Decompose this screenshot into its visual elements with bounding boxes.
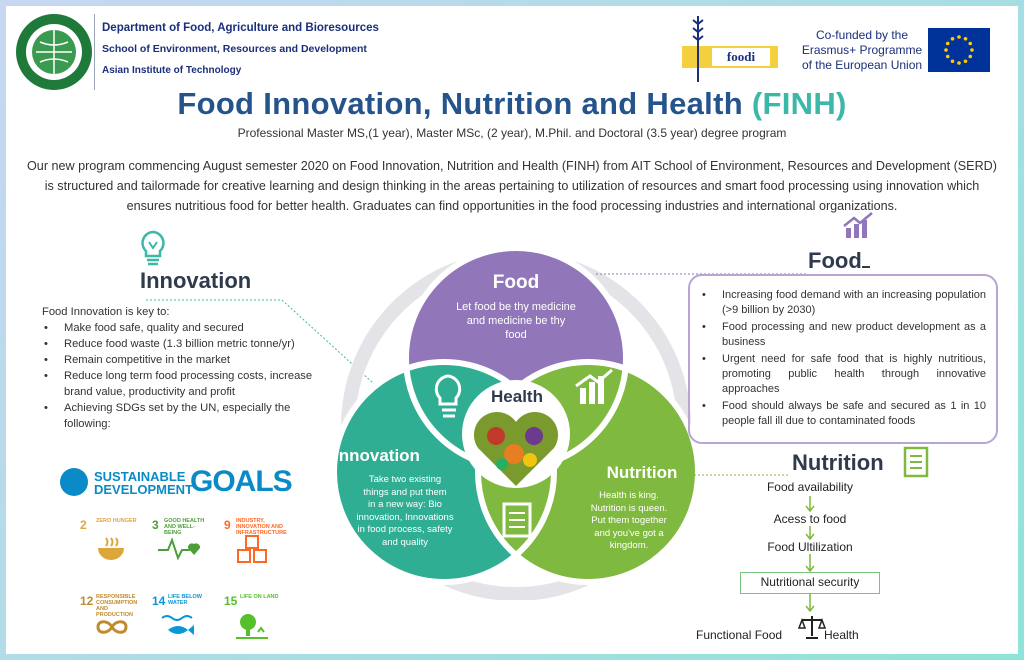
list-item: • Reduce food waste (1.3 billion metric tonne/yr): [42, 336, 332, 352]
venn-innovation-line: in a new way: Bio: [368, 499, 442, 510]
cofund-line-2: Erasmus+ Programme: [801, 43, 923, 57]
venn-health-title: Health: [491, 387, 543, 406]
heartbeat-icon: [158, 536, 202, 560]
venn-nutrition-text: [574, 490, 684, 553]
flow-nutritional-security: Nutritional security: [740, 572, 880, 594]
sdg-num: 3: [152, 518, 159, 532]
school-name: School of Environment, Resources and Development: [102, 43, 367, 55]
infinity-icon: [94, 616, 130, 638]
chart-up-icon: [842, 212, 876, 240]
sdg-text: INDUSTRY, INNOVATION AND INFRASTRUCTURE: [236, 518, 287, 536]
innovation-heading: Innovation: [140, 268, 252, 293]
innovation-list: [42, 320, 332, 432]
eu-star-icon: [951, 59, 955, 63]
foodi-logo: [676, 10, 786, 90]
ait-seal-logo: [14, 12, 94, 92]
sdg-text: GOOD HEALTH AND WELL-BEING: [164, 518, 205, 536]
sdg-text: RESPONSIBLE CONSUMPTION AND PRODUCTION: [96, 594, 138, 618]
lightbulb-icon: [136, 228, 170, 268]
innovation-list-block: [42, 304, 332, 432]
food-info-box: [688, 274, 998, 444]
sdg-tile-12: [80, 592, 142, 640]
nutrition-heading: Nutrition: [792, 450, 884, 475]
list-item: • Food processing and new product development as a business: [702, 320, 986, 350]
venn-nutrition-line: and you've got a: [594, 527, 664, 539]
eu-star-icon: [946, 55, 950, 59]
flow-health: Health: [824, 628, 859, 642]
sdg-line-1: SUSTAINABLE: [94, 469, 186, 484]
un-emblem-icon: [60, 468, 88, 496]
venn-innovation-title: Innovation: [334, 446, 420, 465]
title-main: Food Innovation, Nutrition and Health: [177, 86, 743, 121]
eu-star-icon: [957, 61, 961, 65]
sdg-num: 14: [152, 594, 166, 608]
venn-nutrition-line: Nutrition is queen.: [590, 502, 668, 514]
eu-star-icon: [964, 37, 968, 41]
nutrition-connector: [694, 470, 794, 480]
venn-food-line: food: [505, 329, 527, 341]
sdg-wordmark: [94, 470, 193, 496]
venn-innovation-line: in food process, safety: [357, 524, 453, 535]
venn-innovation-line: and quality: [382, 536, 428, 548]
venn-innovation-line: Take two existing: [368, 474, 442, 485]
venn-nutrition-line: Health is king.: [599, 490, 659, 501]
venn-nutrition-line: Put them together: [591, 515, 667, 526]
eu-star-icon: [970, 48, 974, 52]
sdg-num: 12: [80, 594, 94, 608]
sdg-line-2: DEVELOPMENT: [94, 482, 193, 497]
bowl-icon: [96, 536, 126, 562]
venn-food-line: Let food be thy medicine: [456, 301, 576, 313]
header-divider: [94, 14, 95, 90]
list-item: • Increasing food demand with an increasing population (>9 billion by 2030): [702, 288, 986, 318]
flow-food-availability: Food availability: [766, 480, 854, 494]
dept-name: Department of Food, Agriculture and Bioresources: [102, 22, 379, 34]
flow-access-to-food: Acess to food: [773, 512, 847, 526]
org-info: [102, 18, 432, 81]
intro-paragraph: Our new program commencing August semester 2020 on Food Innovation, Nutrition and Health (FINH) from AIT School of Environment, Resources and Development (SERD) is structured and tailormade for creative learning and design thinking in the areas pertaining to utilization of resources and smart food processing using innovation which ensures nutritious food for better health. Graduates can find opportunities in the food processing industries and international organizations.: [27, 159, 997, 213]
sdg-num: 15: [224, 594, 238, 608]
venn-food-text: [436, 300, 596, 342]
eu-star-icon: [968, 55, 972, 59]
fish-icon: [160, 612, 200, 640]
sdg-text: LIFE BELOW WATER: [168, 594, 202, 606]
eu-star-icon: [957, 35, 961, 39]
sdg-num: 2: [80, 518, 87, 532]
page-subtitle: Professional Master MS,(1 year), Master MSc, (2 year), M.Phil. and Doctoral (3.5 year) degree program: [237, 126, 787, 140]
cubes-icon: [234, 534, 270, 564]
cofund-line-1: Co-funded by the: [815, 28, 909, 42]
eu-star-icon: [944, 48, 948, 52]
flow-functional-food: Functional Food: [696, 628, 783, 642]
eu-flag-icon: [928, 28, 990, 72]
eu-star-icon: [964, 59, 968, 63]
page-title: [6, 86, 1018, 122]
flow-arrows: [804, 494, 816, 626]
sdg-tile-9: [224, 516, 286, 564]
venn-innovation-line: things and put them: [363, 486, 447, 498]
venn-food-title: Food: [492, 272, 540, 293]
list-item: • Reduce long term food processing costs, increase brand value, productivity and profit: [42, 368, 332, 400]
sdg-tile-14: [152, 592, 214, 640]
title-abbr: (FINH): [751, 86, 847, 121]
list-item: • Achieving SDGs set by the UN, especially the following:: [42, 400, 332, 432]
sdg-text: LIFE ON LAND: [240, 594, 279, 600]
food-heading: [808, 248, 870, 274]
poster: [6, 6, 1018, 654]
eu-star-icon: [946, 42, 950, 46]
sdg-goals-word: GOALS: [190, 465, 292, 498]
innovation-lead: Food Innovation is key to:: [42, 306, 170, 318]
venn-innovation-line: innovation, Innovations: [356, 511, 454, 523]
sdg-tile-2: [80, 516, 142, 564]
venn-nutrition-line: kingdom.: [609, 540, 649, 551]
eu-star-icon: [968, 42, 972, 46]
institute-name: Asian Institute of Technology: [102, 65, 242, 76]
list-item: • Food should always be safe and secured as 1 in 10 people fall ill due to contaminated foods: [702, 399, 986, 429]
food-list: [702, 288, 986, 429]
food-heading-text: Food: [808, 248, 862, 273]
venn-food-line: and medicine be thy: [466, 315, 566, 327]
cofund-line-3: of the European Union: [801, 58, 923, 72]
list-item: • Urgent need for safe food that is highly nutritious, promoting public health through innovative approaches: [702, 352, 986, 397]
food-heading-underscore: [862, 266, 870, 268]
document-icon: [902, 446, 930, 478]
sdg-num: 9: [224, 518, 231, 532]
venn-nutrition-title: Nutrition: [606, 463, 678, 482]
list-item: • Make food safe, quality and secured: [42, 320, 332, 336]
flow-food-utilization: Food Ultilization: [767, 540, 853, 554]
eu-star-icon: [951, 37, 955, 41]
sdg-tiles: [80, 516, 310, 646]
sdg-tile-15: [224, 592, 286, 640]
cofunded-text: [792, 28, 932, 73]
sdg-text: ZERO HUNGER: [96, 518, 137, 524]
sdg-tile-3: [152, 516, 214, 564]
balance-scale-icon: [798, 614, 826, 640]
list-item: • Remain competitive in the market: [42, 352, 332, 368]
venn-innovation-text: [340, 474, 470, 549]
svg-text:foodi: foodi: [726, 49, 756, 64]
tree-icon: [234, 610, 270, 640]
